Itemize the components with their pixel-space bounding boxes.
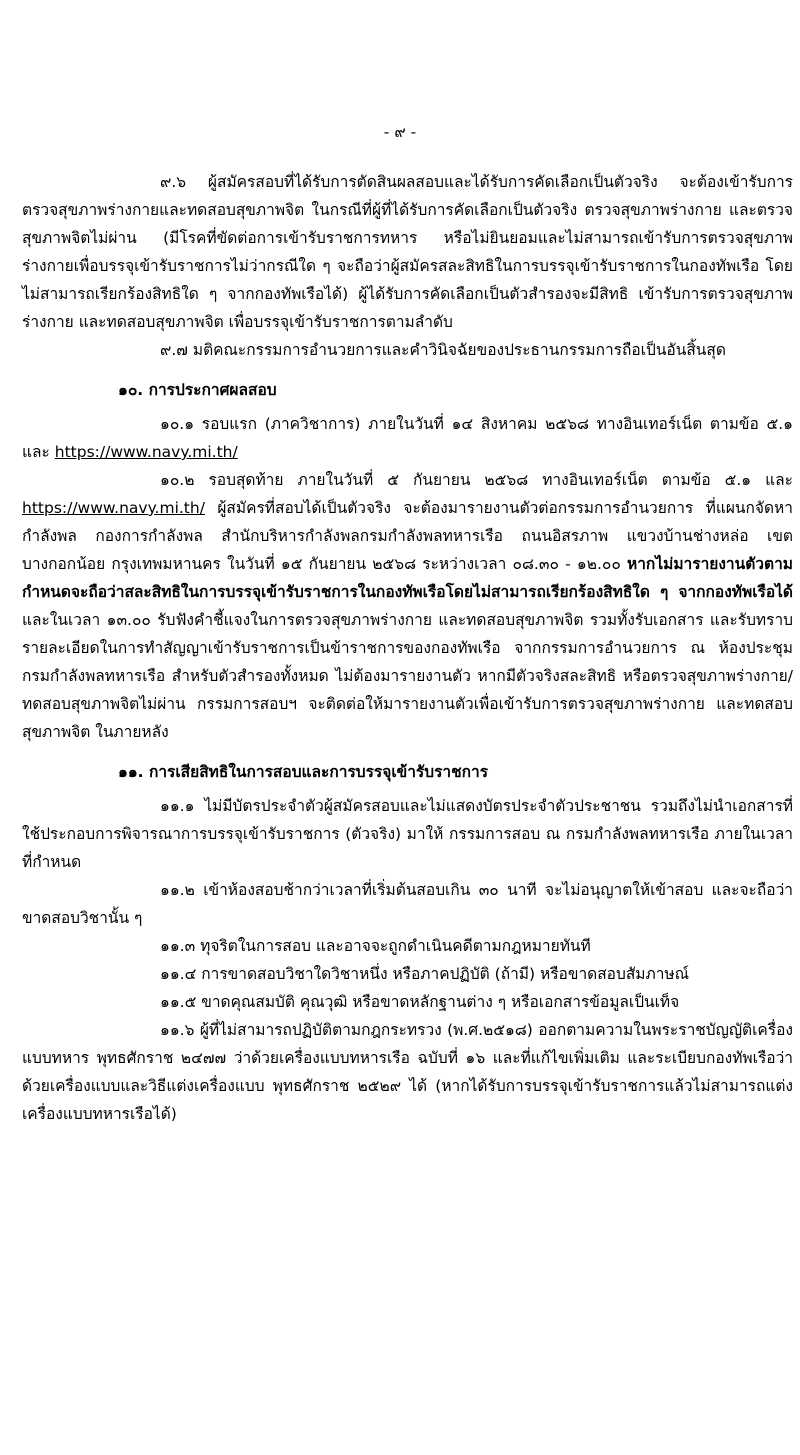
clause-11-6 [22,1016,793,1128]
clause-10-2-warning: หากไม่มารายงานตัวตามกำหนดจะถือว่าสละสิทธิในการบรรจุเข้ารับราชการในกองทัพเรือโดยไม่สามารถเรียกร้องสิทธิใด ๆ จากกองทัพเรือได้ [22,555,793,601]
navy-website-link-2[interactable]: https://www.navy.mi.th/ [22,499,205,517]
section-10-heading: ๑๐. การประกาศผลสอบ [118,381,277,399]
clause-11-4: ๑๑.๔ การขาดสอบวิชาใดวิชาหนึ่ง หรือภาคปฏิบัติ (ถ้ามี) หรือขาดสอบสัมภาษณ์ [160,965,690,983]
clause-10-2-details: และในเวลา ๑๓.๐๐ รับฟังคำชี้แจงในการตรวจสุขภาพร่างกาย และทดสอบสุขภาพจิต รวมทั้งรับเอกสาร และรับทราบรายละเอียดในการทำสัญญาเข้ารับราชการเป็นข้าราชการของกองทัพเรือ จากกรรมการอำนวยการ ณ ห้องประชุม กรมกำลังพลทหารเรือ สำหรับตัวสำรองทั้งหมด ไม่ต้องมารายงานตัว หากมีตัวจริงสละสิทธิ หรือตรวจสุขภาพร่างกาย/ทดสอบสุขภาพจิตไม่ผ่าน กรรมการสอบฯ จะติดต่อให้มารายงานตัวเพื่อเข้ารับการตรวจสุขภาพร่างกาย และทดสอบสุขภาพจิต ในภายหลัง [22,611,793,741]
clause-10-1-text: ๑๐.๑ รอบแรก (ภาควิชาการ) ภายในวันที่ ๑๔ สิงหาคม ๒๕๖๘ ทางอินเทอร์เน็ต ตามข้อ ๕.๑ และ [22,415,793,461]
clause-11-6-text: ๑๑.๖ ผู้ที่ไม่สามารถปฏิบัติตามกฎกระทรวง (พ.ศ.๒๕๑๘) ออกตามความในพระราชบัญญัติเครื่องแบบทหาร พุทธศักราช ๒๔๗๗ ว่าด้วยเครื่องแบบทหารเรือ ฉบับที่ ๑๖ และที่แก้ไขเพิ่มเติม และระเบียบกองทัพเรือว่าด้วยเครื่องแบบและวิธีแต่งเครื่องแบบ พุทธศักราช ๒๕๒๙ ได้ (หากได้รับการบรรจุเข้ารับราชการแล้วไม่สามารถแต่งเครื่องแบบทหารเรือได้) [22,1021,793,1123]
clause-10-2-report: ผู้สมัครที่สอบได้เป็นตัวจริง จะต้องมารายงานตัวต่อกรรมการอำนวยการ ที่แผนกจัดหากำลังพล กองการกำลังพล สำนักบริหารกำลังพลกรมกำลังพลทหารเรือ ถนนอิสรภาพ แขวงบ้านช่างหล่อ เขตบางกอกน้อย กรุงเทพมหานคร ในวันที่ ๑๕ กันยายน ๒๕๖๘ ระหว่างเวลา ๐๘.๓๐ - ๑๒.๐๐ [22,499,793,573]
clause-9-6-text: ๙.๖ ผู้สมัครสอบที่ได้รับการตัดสินผลสอบและได้รับการคัดเลือกเป็นตัวจริง จะต้องเข้ารับการตรวจสุขภาพร่างกายและทดสอบสุขภาพจิต ในกรณีที่ผู้ที่ได้รับการคัดเลือกเป็นตัวจริง ตรวจสุขภาพร่างกาย และตรวจสุขภาพจิตไม่ผ่าน (มีโรคที่ขัดต่อการเข้ารับราชการทหาร หรือไม่ยินยอมและไม่สามารถเข้ารับการตรวจสุขภาพร่างกายเพื่อบรรจุเข้ารับราชการไม่ว่ากรณีใด ๆ จะถือว่าผู้สมัครสละสิทธิในการบรรจุเข้ารับราชการในกองทัพเรือ โดยไม่สามารถเรียกร้องสิทธิใด ๆ จากกองทัพเรือได้) ผู้ได้รับการคัดเลือกเป็นตัวสำรองจะมีสิทธิ เข้ารับการตรวจสุขภาพร่างกาย และทดสอบสุขภาพจิต เพื่อบรรจุเข้ารับราชการตามลำดับ [22,173,793,331]
page-number: - ๙ - [383,123,417,141]
clause-11-5: ๑๑.๕ ขาดคุณสมบัติ คุณวุฒิ หรือขาดหลักฐานต่าง ๆ หรือเอกสารข้อมูลเป็นเท็จ [160,993,680,1011]
navy-website-link[interactable]: https://www.navy.mi.th/ [54,443,238,461]
document-body [22,168,793,1128]
clause-9-6 [22,168,793,336]
clause-11-3: ๑๑.๓ ทุจริตในการสอบ และอาจจะถูกดำเนินคดีตามกฎหมายทันที [160,937,591,955]
clause-10-1 [22,410,793,466]
clause-11-1-text: ๑๑.๑ ไม่มีบัตรประจำตัวผู้สมัครสอบและไม่แสดงบัตรประจำตัวประชาชน รวมถึงไม่นำเอกสารที่ใช้ประกอบการพิจารณาการบรรจุเข้ารับราชการ (ตัวจริง) มาให้ กรรมการสอบ ณ กรมกำลังพลทหารเรือ ภายในเวลาที่กำหนด [22,797,793,871]
section-11-heading: ๑๑. การเสียสิทธิในการสอบและการบรรจุเข้ารับราชการ [118,763,489,781]
clause-11-1 [22,792,793,876]
clause-9-7: ๙.๗ มติคณะกรรมการอำนวยการและคำวินิจฉัยของประธานกรรมการถือเป็นอันสิ้นสุด [160,341,726,359]
clause-10-2 [22,466,793,746]
clause-10-2-text: ๑๐.๒ รอบสุดท้าย ภายในวันที่ ๕ กันยายน ๒๕๖๘ ทางอินเทอร์เน็ต ตามข้อ ๕.๑ และ [160,471,793,489]
clause-11-2 [22,876,793,932]
clause-11-2-text: ๑๑.๒ เข้าห้องสอบช้ากว่าเวลาที่เริ่มต้นสอบเกิน ๓๐ นาที จะไม่อนุญาตให้เข้าสอบ และจะถือว่าขาดสอบวิชานั้น ๆ [22,881,793,927]
